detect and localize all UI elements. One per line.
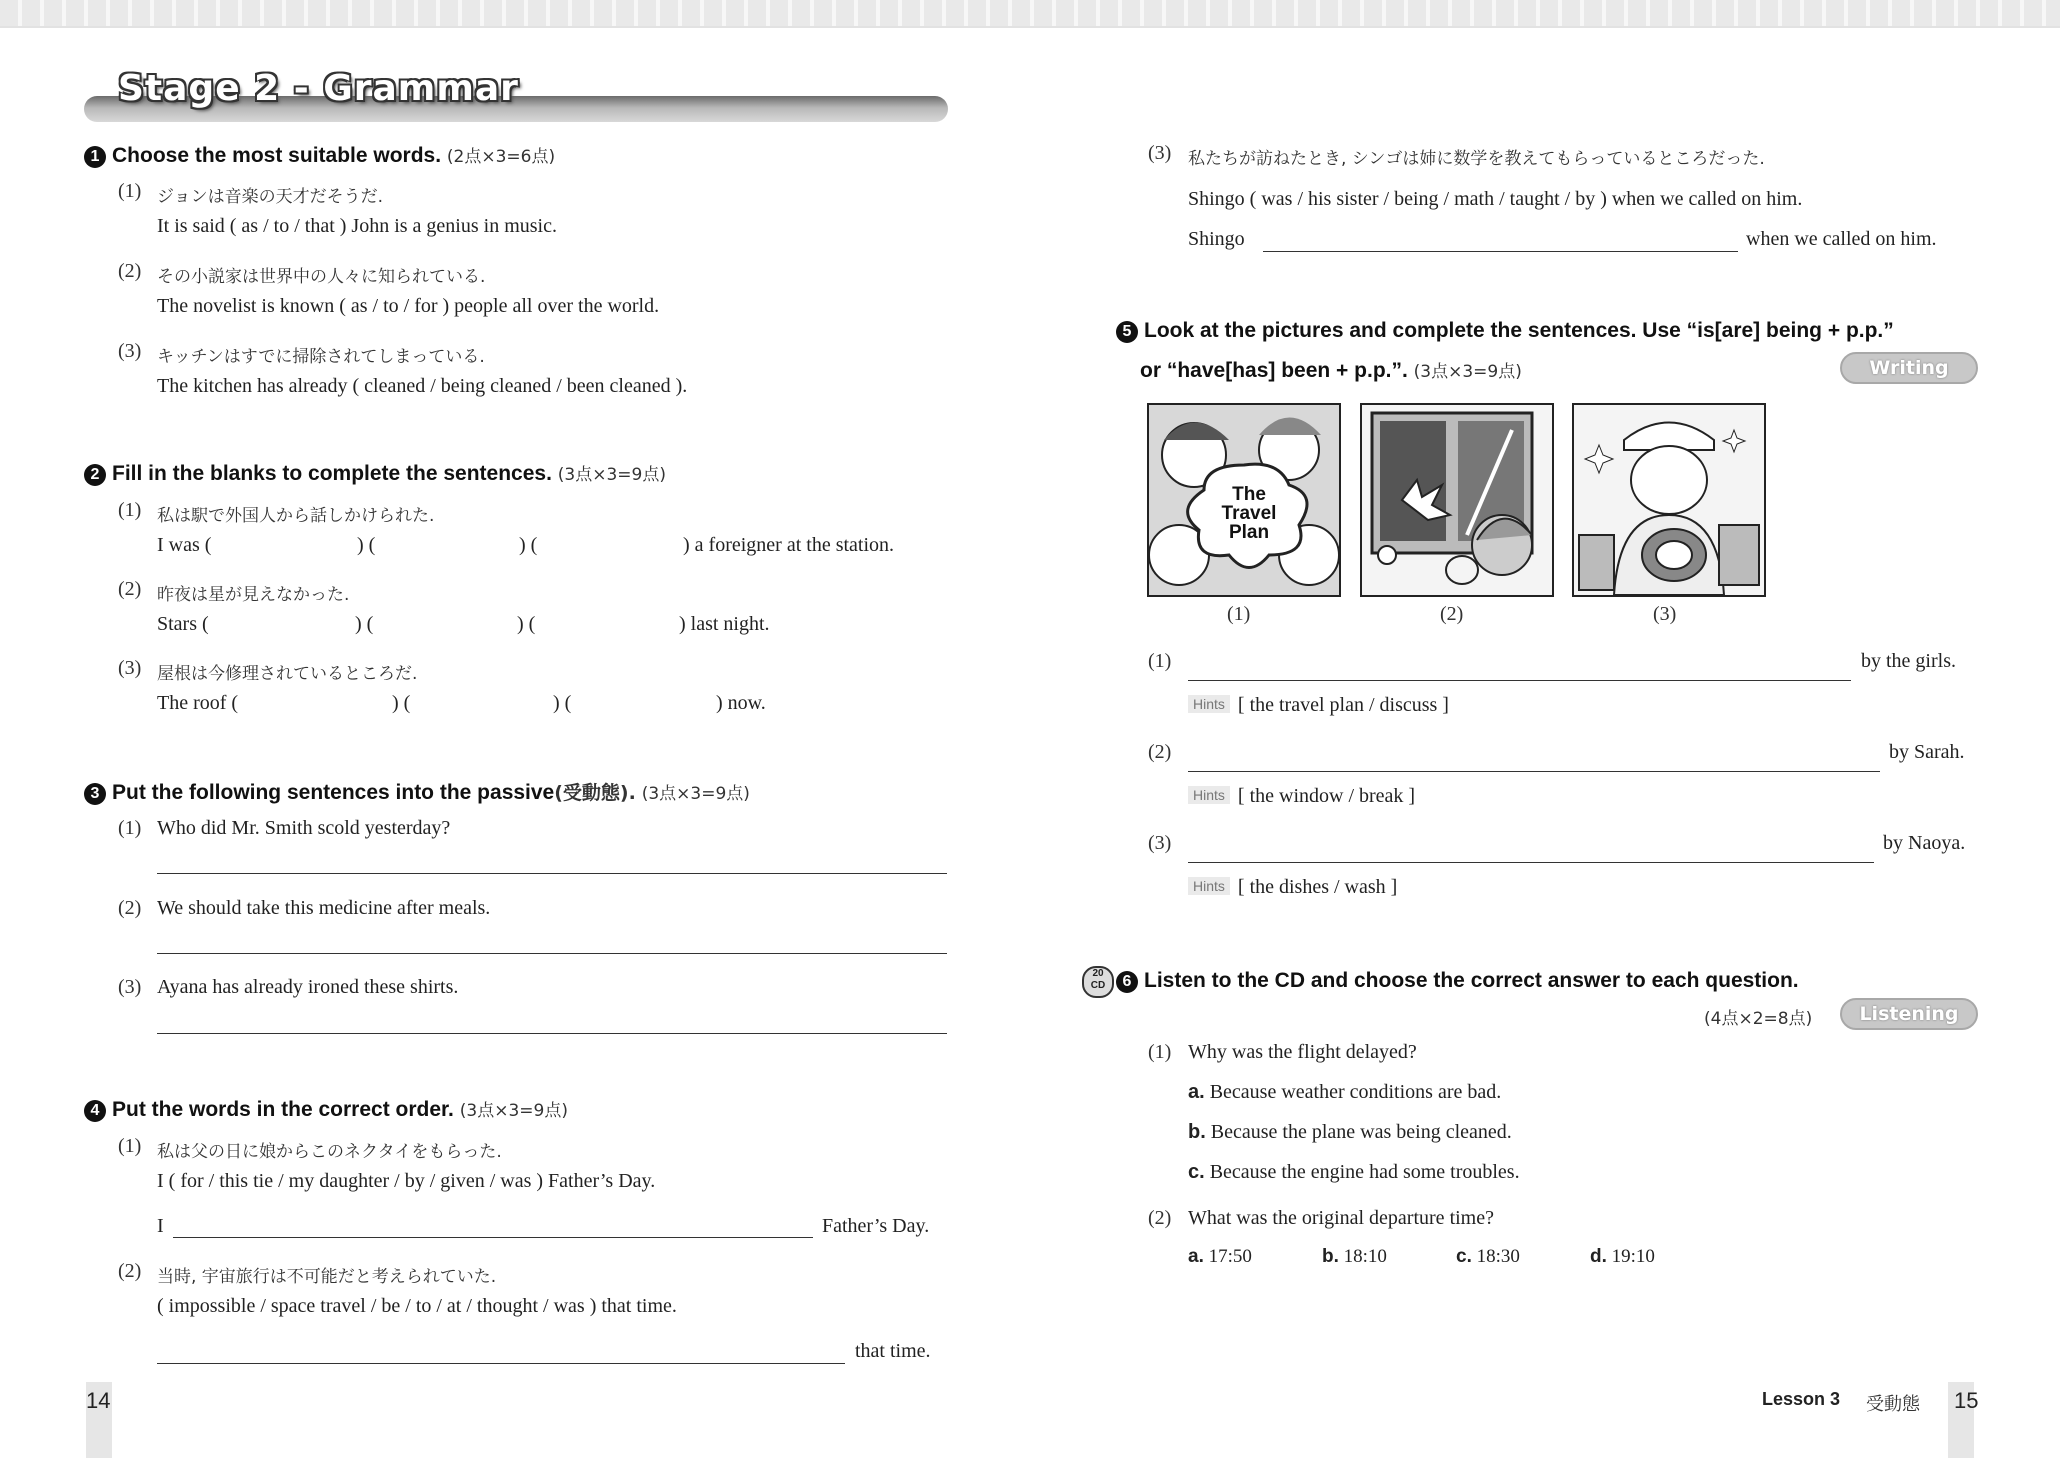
q2-item2-prefix: Stars ( — [157, 613, 209, 635]
choice-key: c. — [1188, 1161, 1205, 1183]
cd-track-number: 20 — [1092, 968, 1104, 979]
q5-item3-number: (3) — [1148, 832, 1172, 854]
q2-heading — [84, 460, 666, 486]
q3-heading — [84, 778, 750, 805]
q6-q2-number: (2) — [1148, 1207, 1172, 1229]
q1-item3-sentence[interactable]: The kitchen has already ( cleaned / being cleaned / been cleaned ). — [157, 375, 688, 397]
picture-2-broken-window — [1360, 403, 1554, 597]
q3-title: Put the following sentences into the passive — [112, 781, 555, 804]
q6-q1-number: (1) — [1148, 1041, 1172, 1063]
cd-label: CD — [1090, 980, 1106, 991]
q6-q1-choice-c[interactable] — [1188, 1161, 1520, 1184]
picture-2-caption: (2) — [1440, 603, 1464, 625]
q2-item1-tail: ) a foreigner at the station. — [683, 534, 895, 556]
choice-key: b. — [1322, 1246, 1339, 1267]
q3-points: (3点×3=9点) — [641, 784, 750, 804]
q4-item2-answer-tail: that time. — [855, 1340, 931, 1362]
q3-item1-answer-line[interactable] — [157, 873, 947, 874]
q5-item3-hint-text: [ the dishes / wash ] — [1237, 876, 1398, 898]
q5-item1-hint-text: [ the travel plan / discuss ] — [1237, 694, 1449, 716]
q1-item2-japanese: その小説家は世界中の人々に知られている. — [157, 267, 486, 287]
q2-item3-number: (3) — [118, 657, 142, 679]
q2-item1-prefix: I was ( — [157, 534, 212, 556]
q3-number: 3 — [84, 783, 106, 805]
hints-label: Hints — [1188, 786, 1230, 804]
q6-heading — [1116, 969, 1799, 993]
q4-item3-sentence: Shingo ( was / his sister / being / math / taught / by ) when we called on him. — [1188, 188, 1803, 210]
picture-3-washing-dishes — [1572, 403, 1766, 597]
q4-item3-answer-line[interactable] — [1263, 251, 1738, 252]
q5-points: (3点×3=9点) — [1413, 362, 1522, 382]
q3-item1-number: (1) — [118, 817, 142, 839]
q1-item3-number: (3) — [118, 340, 142, 362]
q5-item2-hint — [1188, 785, 1415, 808]
q3-item2-answer-line[interactable] — [157, 953, 947, 954]
q5-title-a: Look at the pictures and complete the sentences. Use “is[are] being + p.p.” — [1144, 319, 1894, 342]
q3-item3-sentence: Ayana has already ironed these shirts. — [157, 976, 459, 998]
choice-key: c. — [1456, 1246, 1472, 1267]
q5-item3-tail: by Naoya. — [1883, 832, 1966, 854]
q4-item2-number: (2) — [118, 1260, 142, 1282]
q2-points: (3点×3=9点) — [557, 465, 666, 485]
q3-item3-number: (3) — [118, 976, 142, 998]
q5-item1-tail: by the girls. — [1861, 650, 1956, 672]
q2-item3-blank3[interactable] — [586, 692, 706, 716]
cd-track-icon — [1082, 966, 1114, 998]
q6-number: 6 — [1116, 971, 1138, 993]
q5-title-b: or “have[has] been + p.p.”. — [1140, 359, 1408, 382]
q6-q1-choice-a[interactable] — [1188, 1081, 1501, 1104]
q1-item1-sentence[interactable]: It is said ( as / to / that ) John is a genius in music. — [157, 215, 557, 237]
q1-heading — [84, 142, 555, 168]
choice-key: a. — [1188, 1081, 1205, 1103]
q5-item1-number: (1) — [1148, 650, 1172, 672]
choice-text: 18:10 — [1343, 1246, 1387, 1267]
q6-q2-choice-d[interactable] — [1590, 1246, 1655, 1268]
q6-title: Listen to the CD and choose the correct answer to each question. — [1144, 969, 1799, 992]
q2-item2-number: (2) — [118, 578, 142, 600]
q2-item2-blank3[interactable] — [550, 613, 670, 637]
q6-points: (4点×2=8点) — [1704, 1009, 1813, 1029]
q2-item1-japanese: 私は駅で外国人から話しかけられた. — [157, 506, 435, 526]
picture-1-caption: (1) — [1227, 603, 1251, 625]
choice-text: Because weather conditions are bad. — [1209, 1081, 1502, 1103]
q4-item3-japanese: 私たちが訪ねたとき, シンゴは姉に数学を教えてもらっているところだった. — [1188, 149, 1765, 169]
q4-item1-japanese: 私は父の日に娘からこのネクタイをもらった. — [157, 1142, 502, 1162]
q3-title-japanese: (受動態). — [554, 782, 636, 804]
q3-item3-answer-line[interactable] — [157, 1033, 947, 1034]
q6-q2-choice-a[interactable] — [1188, 1246, 1252, 1268]
q2-title: Fill in the blanks to complete the sentences. — [112, 462, 552, 485]
choice-key: d. — [1590, 1246, 1607, 1267]
q2-item3-mid2: ) ( — [553, 692, 572, 714]
listening-badge: Listening — [1840, 998, 1978, 1030]
choice-text: Because the plane was being cleaned. — [1210, 1121, 1512, 1143]
choice-text: 19:10 — [1611, 1246, 1655, 1267]
q1-item1-number: (1) — [118, 180, 142, 202]
q4-points: (3点×3=9点) — [459, 1101, 568, 1121]
hints-label: Hints — [1188, 695, 1230, 713]
q5-item2-number: (2) — [1148, 741, 1172, 763]
q2-item3-blank1[interactable] — [262, 692, 382, 716]
q4-heading — [84, 1096, 568, 1122]
q2-item3-japanese: 屋根は今修理されているところだ. — [157, 664, 418, 684]
footer-lesson-topic: 受動態 — [1866, 1394, 1920, 1415]
q5-item2-tail: by Sarah. — [1889, 741, 1965, 763]
q2-item3-prefix: The roof ( — [157, 692, 239, 714]
footer-lesson: Lesson 3 — [1762, 1389, 1841, 1409]
stage-title: Stage 2 - Grammar — [118, 68, 519, 109]
q5-item2-answer-line[interactable] — [1188, 771, 1880, 772]
choice-text: 18:30 — [1476, 1246, 1520, 1267]
top-decorative-strip — [0, 0, 2060, 26]
q1-item2-sentence[interactable]: The novelist is known ( as / to / for ) people all over the world. — [157, 295, 660, 317]
q5-item1-answer-line[interactable] — [1188, 680, 1851, 681]
q1-item3-japanese: キッチンはすでに掃除されてしまっている. — [157, 347, 485, 367]
q2-item2-blank2[interactable] — [388, 613, 508, 637]
q4-item1-answer-line[interactable] — [173, 1237, 813, 1238]
right-page-number: 15 — [1954, 1388, 1979, 1413]
q2-item3-blank2[interactable] — [425, 692, 545, 716]
q2-item2-mid2: ) ( — [517, 613, 536, 635]
q1-item1-japanese: ジョンは音楽の天才だそうだ. — [157, 187, 384, 207]
q3-item2-number: (2) — [118, 897, 142, 919]
q4-item1-number: (1) — [118, 1135, 142, 1157]
q5-item2-hint-text: [ the window / break ] — [1237, 785, 1416, 807]
q3-item2-sentence: We should take this medicine after meals. — [157, 897, 491, 919]
q4-item1-answer-tail: Father’s Day. — [822, 1215, 930, 1237]
q4-item2-answer-line[interactable] — [157, 1363, 845, 1364]
q6-q1-choice-b[interactable] — [1188, 1121, 1512, 1144]
left-page-number: 14 — [86, 1388, 111, 1413]
q6-q2-choice-c[interactable] — [1456, 1246, 1520, 1268]
q4-title: Put the words in the correct order. — [112, 1098, 454, 1121]
q4-item3-number: (3) — [1148, 142, 1172, 164]
choice-key: a. — [1188, 1246, 1204, 1267]
q2-item1-blank2[interactable] — [390, 534, 510, 558]
q3-item1-sentence: Who did Mr. Smith scold yesterday? — [157, 817, 451, 839]
q1-number: 1 — [84, 146, 106, 168]
q2-item2-japanese: 昨夜は星が見えなかった. — [157, 585, 350, 605]
q4-item3-answer-tail: when we called on him. — [1746, 228, 1937, 250]
picture-1-travel-plan — [1147, 403, 1341, 597]
q2-item1-blank3[interactable] — [552, 534, 672, 558]
travel-plan-speech-text: The Travel Plan — [1221, 484, 1277, 543]
q4-item1-answer-prefix: I — [157, 1215, 164, 1237]
q2-item2-mid1: ) ( — [355, 613, 374, 635]
q6-q2-choice-b[interactable] — [1322, 1246, 1387, 1268]
q5-item3-answer-line[interactable] — [1188, 862, 1874, 863]
q2-item2-blank1[interactable] — [225, 613, 345, 637]
q1-points: (2点×3=6点) — [446, 147, 556, 167]
q2-item3-mid1: ) ( — [392, 692, 411, 714]
choice-text: 17:50 — [1208, 1246, 1252, 1267]
q2-item1-mid2: ) ( — [519, 534, 538, 556]
q2-item1-number: (1) — [118, 499, 142, 521]
q4-item2-sentence: ( impossible / space travel / be / to / at / thought / was ) that time. — [157, 1295, 677, 1317]
q4-item3-answer-prefix: Shingo — [1188, 228, 1245, 250]
q5-number: 5 — [1116, 321, 1138, 343]
choice-key: b. — [1188, 1121, 1206, 1143]
q5-heading-line2 — [1140, 357, 1522, 383]
q4-item2-japanese: 当時, 宇宙旅行は不可能だと考えられていた. — [157, 1267, 497, 1287]
writing-badge: Writing — [1840, 352, 1978, 384]
q2-item1-blank1[interactable] — [237, 534, 357, 558]
q1-title: Choose the most suitable words. — [112, 144, 442, 167]
q5-item3-hint — [1188, 876, 1397, 899]
q2-number: 2 — [84, 464, 106, 486]
q6-q1-text: Why was the flight delayed? — [1188, 1041, 1417, 1063]
q4-number: 4 — [84, 1100, 106, 1122]
q2-item3-tail: ) now. — [716, 692, 766, 714]
choice-text: Because the engine had some troubles. — [1209, 1161, 1520, 1183]
picture-3-caption: (3) — [1653, 603, 1677, 625]
q4-item1-sentence: I ( for / this tie / my daughter / by / given / was ) Father’s Day. — [157, 1170, 656, 1192]
q5-heading-line1 — [1116, 319, 1894, 343]
hints-label: Hints — [1188, 877, 1230, 895]
q5-item1-hint — [1188, 694, 1449, 717]
q6-q2-text: What was the original departure time? — [1188, 1207, 1494, 1229]
q2-item2-tail: ) last night. — [679, 613, 770, 635]
top-divider — [0, 26, 2060, 28]
q1-item2-number: (2) — [118, 260, 142, 282]
q2-item1-mid1: ) ( — [357, 534, 376, 556]
